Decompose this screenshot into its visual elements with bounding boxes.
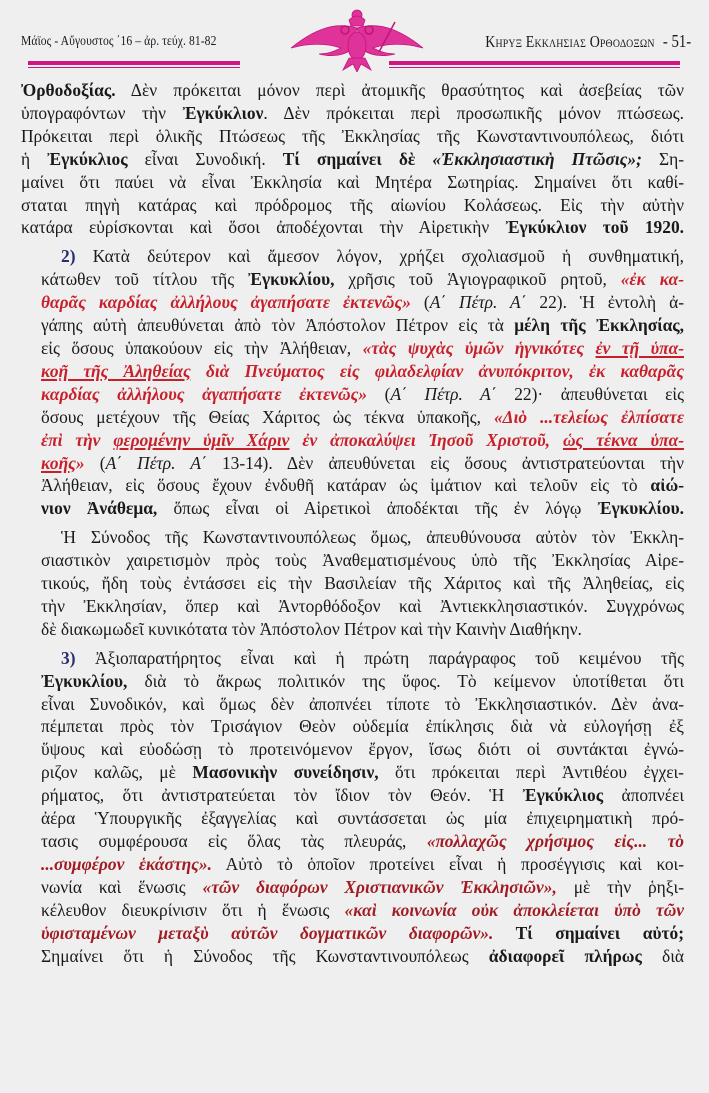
styled-text-run: Ἐγκύκλιον τοῦ 1920. — [505, 217, 684, 238]
text-line — [21, 670, 684, 693]
text-run: ὑπογραφόντων τὴν — [21, 102, 183, 123]
text-line — [21, 406, 684, 429]
publication-header — [485, 31, 691, 52]
text-line — [21, 899, 684, 922]
text-run: Αὐτὸ τὸ ὁποῖον προτείνει εἶναι ἡ προσέγγισις καὶ κοι- — [211, 853, 684, 874]
text-line — [21, 337, 684, 360]
styled-text-run: νιον Ἀνάθεμα, — [41, 498, 158, 519]
styled-text-run: ...συμφέρον ἑκάστης». — [41, 853, 212, 874]
publication-title: Κηρυξ Εκκλησιας Ορθοδοξων — [485, 32, 655, 51]
text-run: τικούς, ἤδη τοὺς ἐντάσσει εἰς τὴν Βασιλείαν τῆς Χάριτος καὶ τῆς Ἀληθείας, εἰς — [41, 573, 684, 594]
text-line — [21, 618, 684, 641]
styled-text-run: ὡς τέκνα ὑπα- — [562, 429, 684, 450]
text-line — [21, 853, 684, 876]
text-run: ρήματος, ὅτι ἀντιστρατεύεται τὸν ἴδιον τὸν Θεόν. Ἡ — [41, 785, 523, 806]
text-line — [21, 291, 684, 314]
text-run: γάπης αὐτὴ ἀπευθύνεται ἀπὸ τὸν Ἀπόστολον Πέτρον εἰς τὰ — [41, 315, 515, 336]
styled-text-run: » — [75, 452, 85, 473]
text-line — [21, 876, 684, 899]
text-run: εἶναι Συνοδική. — [127, 148, 283, 169]
text-run: 22). Ἡ ἐντολὴ ἀ- — [526, 292, 684, 313]
text-line — [21, 148, 684, 171]
text-run: πέμπεται πρὸς τὸν Τρισάγιον Θεὸν οὐδεμία ἐπίκλησις διὰ νὰ εὐλογήσῃ ἐξ — [41, 716, 684, 737]
text-line — [21, 549, 684, 572]
text-line — [21, 474, 684, 497]
styled-text-run: Ἐγκυκλίου, — [41, 670, 128, 691]
text-line — [21, 125, 684, 148]
styled-text-run: «τῶν διαφόρων Χριστιανικῶν Ἐκκλησιῶν», — [202, 876, 557, 897]
text-line — [21, 360, 684, 383]
text-line — [21, 245, 684, 268]
issue-info: Μάϊος - Αὔγουστος ΄16 – ἀρ. τεύχ. 81-82 — [21, 33, 217, 48]
text-run: εἰς ὅσους ὑπακούουν εἰς τὴν Ἀλήθειαν, — [41, 337, 363, 358]
styled-text-run: Ἐγκύκλιος — [47, 148, 128, 169]
text-line — [21, 807, 684, 830]
text-run: διὰ τὸ ἄκρως πολιτικόν της ὕφος. Τὸ κείμενον ὑποτίθεται ὅτι — [127, 670, 684, 691]
text-line — [21, 572, 684, 595]
styled-text-run: ἐπὶ τὴν — [41, 429, 114, 450]
styled-text-run: Α΄ Πέτρ. Α΄ — [429, 292, 527, 313]
text-run: διὰ — [641, 945, 684, 966]
text-line — [21, 194, 684, 217]
styled-text-run: ἀδιαφορεῖ πλήρως — [488, 945, 642, 966]
text-run: ἀποπνέει — [603, 785, 684, 806]
text-line — [21, 314, 684, 337]
text-run: εἶναι Συνοδικόν, καὶ ὅμως δὲν ἀποπνέει τίποτε τὸ Ἐκκλησιαστικόν. Δὲν ἀνα- — [41, 693, 684, 714]
text-line — [21, 647, 684, 670]
styled-text-run: Ἐγκύκλιον — [182, 102, 264, 123]
text-line — [21, 216, 684, 239]
styled-text-run: ἐν ἀποκαλύψει Ἰησοῦ Χριστοῦ, — [289, 429, 563, 450]
text-line — [21, 268, 684, 291]
styled-text-run: κοῇ τῆς Ἀληθείας — [41, 360, 191, 381]
styled-text-run: μέλη τῆς Ἐκκλησίας, — [514, 315, 684, 336]
text-run: Κατὰ δεύτερον καὶ ἄμεσον λόγον, χρήζει σχολιασμοῦ ἡ συνθηματική, — [75, 246, 684, 267]
text-line — [21, 738, 684, 761]
text-run: ριζον καλῶς, μὲ — [41, 762, 193, 783]
text-run: τασις συμφέρουσα εἰς ὅλας τὰς πλευράς, — [41, 831, 427, 851]
page-header — [0, 0, 709, 70]
text-run: ( — [367, 383, 391, 404]
text-run: τὴν Ἐκκλησίαν, ὅπερ καὶ Ἀντορθόδοξον καὶ Ἀντιεκκλησιαστικόν. Συγχρόνως — [41, 595, 684, 616]
text-line — [21, 526, 684, 549]
styled-text-run: Ἐγκυκλίου, — [248, 269, 335, 290]
header-rule-right-thin — [389, 67, 680, 68]
text-run: μὲ τὴν ῥηξι- — [556, 876, 684, 897]
text-line — [21, 452, 684, 475]
paragraph-synod — [21, 526, 684, 641]
styled-text-run: Ἐγκυκλίου. — [597, 498, 684, 519]
text-line — [21, 784, 684, 807]
styled-text-run: Τί σημαίνει δὲ — [282, 148, 433, 169]
styled-text-run: Τί σημαίνει αὐτό; — [493, 922, 684, 943]
styled-text-run: θαρᾶς καρδίας ἀλλήλους ἀγαπήσατε ἐκτενῶς» — [41, 292, 411, 313]
text-run: ( — [84, 452, 106, 473]
text-line — [21, 171, 684, 194]
text-run: Ἡ Σύνοδος τῆς Κωνσταντινουπόλεως ὅμως, ἀπευθύνουσα αὐτὸν τὸν Ἐκκλη- — [61, 527, 684, 548]
text-run: 13-14). Δὲν ἀπευθύνεται εἰς ὅσους ἀντιστρατεύονται τὴν — [206, 452, 684, 473]
text-run: ὕψους καὶ εὐοδώσῃ τὸ προτεινόμενον ἔργον, ἴσως διότι οἱ συντάκται ἐγνώ- — [41, 739, 684, 760]
text-run: Ἀξιοπαρατήρητος εἶναι καὶ ἡ πρώτη παράγραφος τοῦ κειμένου τῆς — [75, 647, 684, 668]
text-run: ὅσους μετέχουν τῆς Θείας Χάριτος ὡς τέκνα ὑπακοῆς, — [41, 406, 494, 427]
styled-text-run: ἐν τῇ ὑπα- — [595, 337, 684, 358]
styled-text-run: «Διὸ ...τελείως ἐλπίσατε — [493, 406, 684, 427]
styled-text-run: καρδίας ἀλλήλους ἀγαπήσατε ἐκτενῶς» — [41, 383, 368, 404]
text-run: σιαστικὸν χαιρετισμὸν πρὸς τοὺς Ἀναθεματισμένους ὑπὸ τῆς Ἐκκλησίας Αἱρε- — [41, 550, 684, 571]
styled-text-run: «τὰς ψυχὰς ὑμῶν ἡγνικότες — [362, 337, 596, 358]
paragraph-section-2 — [21, 245, 684, 520]
styled-text-run: ὑφισταμένων μεταξὺ αὐτῶν δογματικῶν διαφορῶν». — [41, 922, 494, 943]
text-line — [21, 693, 684, 716]
styled-text-run: Μασονικὴν συνείδησιν, — [192, 762, 379, 783]
styled-text-run: Ἐγκύκλιος — [522, 785, 604, 806]
styled-text-run: 3) — [61, 647, 76, 668]
text-run: κατάρα εὑρίσκονται καὶ ὅσοι ἀποδέχονται τὴν Αἱρετικὴν — [21, 217, 506, 238]
text-run: Ἀλήθειαν, εἰς ὅσους ἔχουν ἐνδυθῆ κατάραν ὡς ἱμάτιον καὶ τελοῦν εἰς τὸ — [41, 475, 651, 496]
text-line — [21, 830, 684, 853]
text-line — [21, 945, 684, 968]
text-run: ἡ — [21, 148, 48, 169]
styled-text-run: Ὀρθοδοξίας. — [21, 80, 116, 100]
text-line — [21, 79, 684, 102]
text-run: . Δὲν πρόκειται περὶ προσωπικῆς μόνον πτώσεως. — [263, 102, 684, 123]
text-run: ὅτι πρόκειται περὶ Ἀντιθέου ἐγχει- — [378, 762, 684, 783]
text-run: μαίνει ὅτι παύει νὰ εἶναι Ἐκκλησία καὶ Μητέρα Σωτηρίας. Σημαίνει ὅτι καθί- — [21, 171, 684, 192]
text-run: κάτωθεν τοῦ τίτλου τῆς — [41, 269, 249, 290]
page-number: - 51- — [662, 31, 691, 51]
header-rule-left-thin — [28, 67, 240, 68]
text-run: Σημαίνει ὅτι ἡ Σύνοδος τῆς Κωνσταντινουπόλεως — [41, 945, 489, 966]
text-run: Πρόκειται περὶ ὁλικῆς Πτώσεως τῆς Ἐκκλησίας τῆς Κωνσταντινουπόλεως, διότι — [21, 125, 684, 146]
styled-text-run: 2) — [61, 246, 76, 267]
text-run: νωνία καὶ ἕνωσις — [41, 876, 203, 897]
styled-text-run: αἰώ- — [650, 475, 684, 496]
text-run: 22)· ἀπευθύνεται εἰς — [496, 383, 684, 404]
text-line — [21, 595, 684, 618]
header-rule-right — [389, 61, 680, 65]
text-run: δὲ διακωμωδεῖ κυνικότατα τὸν Ἀπόστολον Πέτρον καὶ τὴν Καινὴν Διαθήκην. — [41, 618, 582, 639]
text-line — [21, 715, 684, 738]
text-line — [21, 922, 684, 945]
styled-text-run: «Ἐκκλησιαστικὴ Πτῶσις»; — [432, 148, 642, 169]
text-line — [21, 429, 684, 452]
text-line — [21, 497, 684, 520]
paragraph-section-3 — [21, 647, 684, 968]
styled-text-run: «ἐκ κα- — [620, 269, 684, 290]
text-run: ἀέρα Ὑπουργικῆς ἐξαγγελίας καὶ συντάσσεται ὡς μία ἐπιχειρηματικὴ πρό- — [41, 808, 684, 829]
styled-text-run: Α΄ Πέτρ. Α΄ — [105, 452, 207, 473]
styled-text-run: κοῆς — [41, 452, 76, 473]
styled-text-run: «πολλαχῶς χρήσιμος εἰς... τὸ — [426, 831, 684, 851]
text-line — [21, 102, 684, 125]
paragraph-continuation — [21, 79, 684, 239]
text-line — [21, 761, 684, 784]
styled-text-run: διὰ Πνεύματος εἰς φιλαδελφίαν ἀνυπόκριτον, ἐκ καθαρᾶς — [190, 360, 685, 381]
text-run: ὅπως εἶναι οἱ Αἱρετικοὶ ἀποδέκται τῆς ἐν λόγῳ — [157, 498, 598, 519]
text-run: Ση- — [641, 148, 684, 169]
styled-text-run: φερομένην ὑμῖν Χάριν — [113, 429, 290, 450]
header-rule-left — [28, 61, 240, 65]
styled-text-run: Α΄ Πέτρ. Α΄ — [390, 383, 497, 404]
text-run: σταται πηγὴ κατάρας καὶ πρόδρομος τῆς αἰωνίου Κολάσεως. Εἰς τὴν αὐτὴν — [21, 194, 684, 215]
article-body — [21, 79, 684, 967]
styled-text-run: «καὶ κοινωνία οὐκ ἀποκλείεται ὑπὸ τῶν — [344, 899, 684, 920]
text-run: ( — [410, 292, 430, 313]
text-line — [21, 383, 684, 406]
text-run: χρῆσις τοῦ Ἁγιογραφικοῦ ρητοῦ, — [334, 269, 621, 290]
text-run: Δὲν πρόκειται μόνον περὶ ἀτομικῆς θρασύτητος καὶ ἀσεβείας τῶν — [115, 80, 684, 100]
text-run: κέλευθον διευκρίνισιν ὅτι ἡ ἕνωσις — [41, 899, 345, 920]
